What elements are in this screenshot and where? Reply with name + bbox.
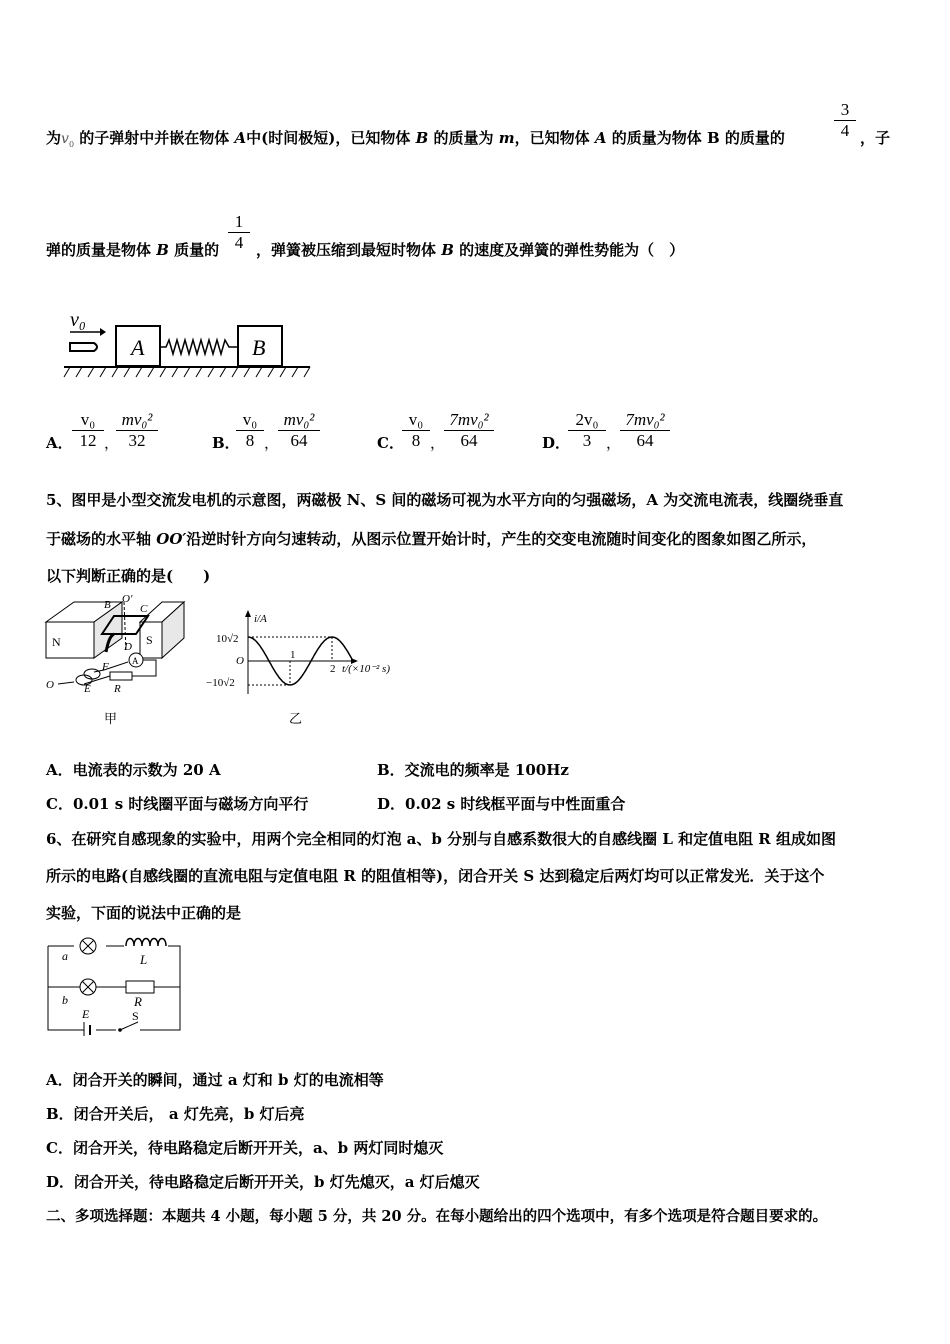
figure-caption-jia: 甲 [104,712,118,727]
q6-option-d[interactable]: D．闭合开关，待电路稳定后断开开关，b 灯先熄灭，a 灯后熄灭 [46,1173,480,1191]
svg-text:N: N [52,635,61,649]
q6-option-b[interactable]: B．闭合开关后， a 灯先亮，b 灯后亮 [46,1105,305,1123]
q5-option-c[interactable]: C．0.01 s 时线圈平面与磁场方向平行 [46,795,309,813]
y-axis-label: i/A [254,613,267,625]
bullet [70,343,97,351]
inductor-circuit-figure [44,930,184,1036]
q5-stem-line1: 5、图甲是小型交流发电机的示意图，两磁极 N、S 间的磁场可视为水平方向的匀强磁场，A 为交流电流表，线圈绕垂直 [46,491,844,509]
spring [160,340,238,354]
svg-text:C: C [140,603,148,615]
q6-option-a[interactable]: A．闭合开关的瞬间，通过 a 灯和 b 灯的电流相等 [46,1071,384,1089]
ground-hatching [64,367,310,377]
resistor-r [110,672,132,680]
q4-stem-line2-end: ，弹簧被压缩到最短时物体 B 的速度及弹簧的弹性势能为（ ） [256,241,685,259]
svg-text:E: E [84,683,91,695]
q5-stem-line2: 于磁场的水平轴 OO′沿逆时针方向匀速转动，从图示位置开始计时，产生的交变电流随时间变化的图象如图乙所示， [46,530,817,548]
svg-text:A: A [132,656,139,666]
svg-text:E: E [82,1007,90,1021]
spring-block-figure [60,300,320,385]
q5-option-b[interactable]: B．交流电的频率是 100Hz [377,761,569,779]
velocity-arrowhead [100,328,106,336]
svg-text:B: B [104,599,111,611]
section-two-heading: 二、多项选择题：本题共 4 小题，每小题 5 分，共 20 分。在每小题给出的四个选项中，有多个选项是符合题目要求的。 [46,1208,828,1225]
q6-option-c[interactable]: C．闭合开关，待电路稳定后断开开关，a、b 两灯同时熄灭 [46,1139,444,1157]
q5-option-a[interactable]: A．电流表的示数为 20 A [46,761,221,779]
q4-stem-line2: 弹的质量是物体 B 质量的 [46,241,220,259]
origin-label: O [236,655,244,667]
x-tick-1: 1 [290,649,296,661]
svg-text:L: L [140,952,148,967]
svg-text:b: b [62,993,68,1007]
current-waveform-chart [204,606,404,696]
block-a-label: A [131,335,145,360]
x-tick-2: 2 [330,663,336,675]
svg-text:a: a [62,949,68,963]
svg-text:R: R [134,994,142,1009]
svg-text:F: F [102,661,109,673]
svg-text:S: S [132,1009,139,1023]
block-b-label: B [252,335,266,360]
x-axis-label: t/(×10⁻² s) [342,663,390,675]
fraction-one-quarter: $\frac{1}{4}$ [228,212,250,253]
q5-stem-line3: 以下判断正确的是( ) [46,567,211,585]
svg-text:R: R [114,683,121,695]
svg-text:O: O [46,679,54,691]
generator-figure [44,594,192,696]
fraction-three-quarters: $\frac{3}{4}$ [834,100,856,141]
resistor-r [126,981,154,993]
svg-text:O′: O′ [122,594,133,605]
figure-caption-yi: 乙 [289,712,303,727]
q5-option-d[interactable]: D．0.02 s 时线框平面与中性面重合 [377,795,626,813]
v0-label: v₀ [70,309,86,331]
y-tick-max: 10√2 [216,633,239,645]
svg-text:S: S [146,633,153,647]
y-tick-min: −10√2 [206,677,235,689]
q6-stem-line1: 6、在研究自感现象的实验中，用两个完全相同的灯泡 a、b 分别与自感系数很大的自感线圈 L 和定值电阻 R 组成如图 [46,830,836,848]
q4-stem-line1-end: ，子 [860,129,891,147]
q6-stem-line2: 所示的电路(自感线圈的直流电阻与定值电阻 R 的阻值相等)，闭合开关 S 达到稳定后两灯均可以正常发光．关于这个 [46,867,825,885]
q4-stem-line1: 为$v_0$ 的子弹射中并嵌在物体 A中(时间极短)，已知物体 B 的质量为 m，已知物体 A 的质量为物体 B 的质量的 [46,129,785,149]
svg-text:D: D [124,641,132,653]
q6-stem-line3: 实验，下面的说法中正确的是 [46,904,242,922]
